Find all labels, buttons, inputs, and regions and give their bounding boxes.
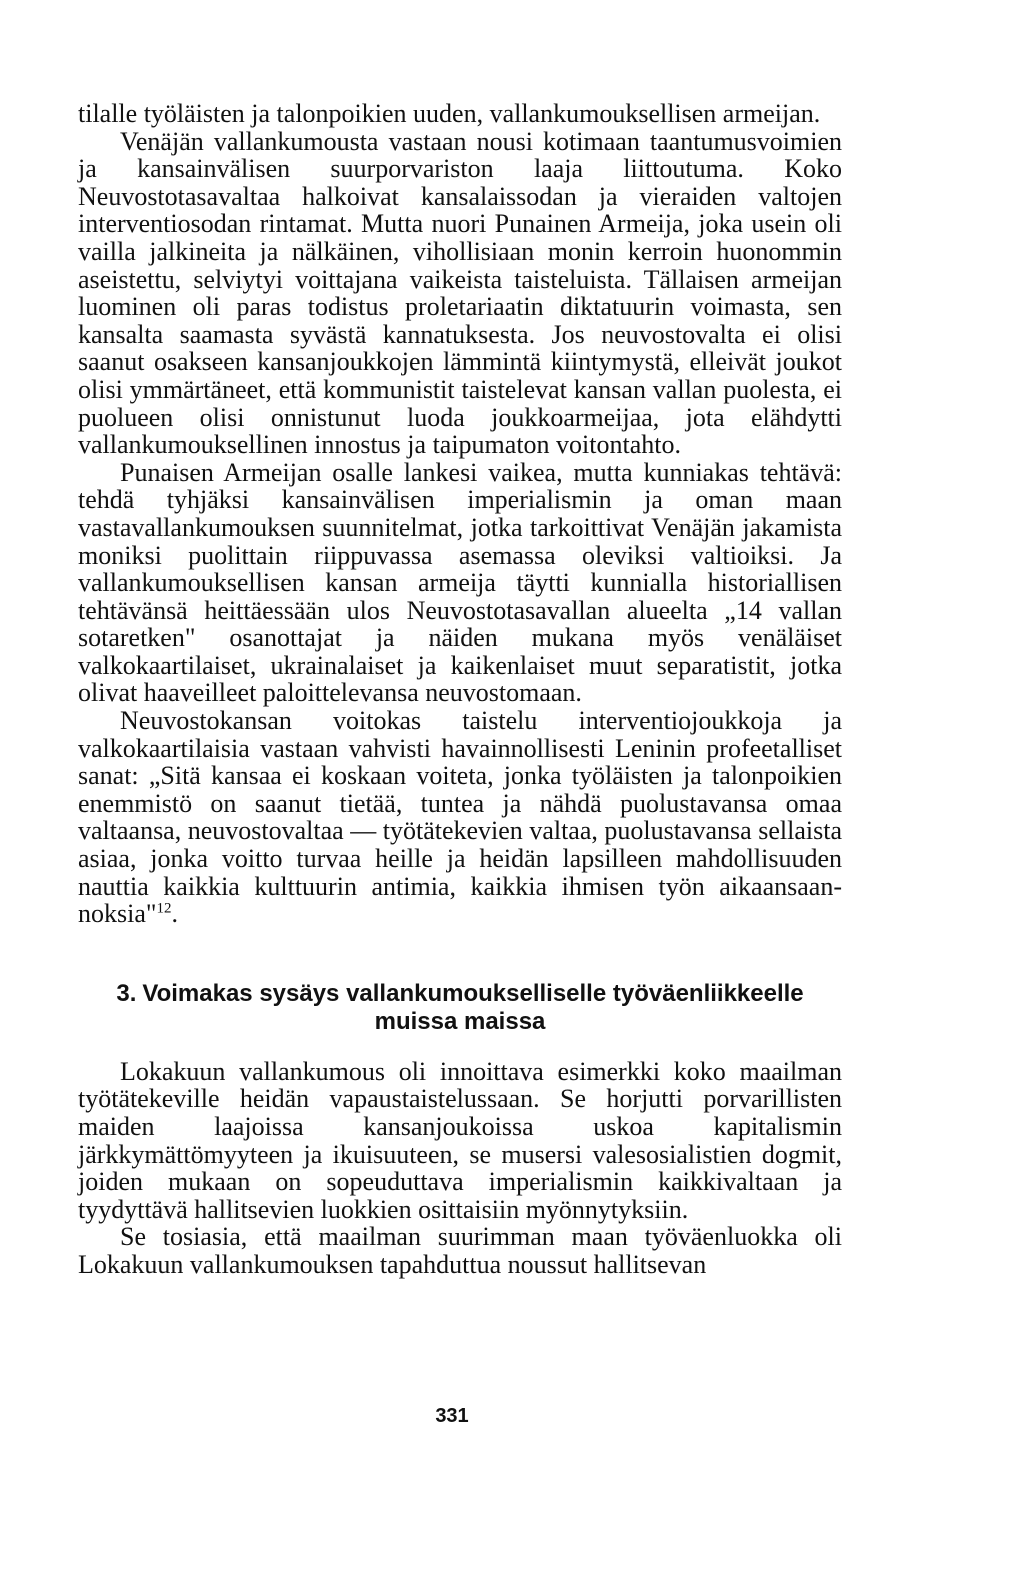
paragraph-counterrevolution: Venäjän vallankumousta vastaan nousi kotimaan taantumusvoimien ja kansainvälisen suurporvariston laaja liittoutuma. Koko Neuvostotasavaltaa halkoivat kansalaissodan ja vieraiden valtojen interventiosodan rintamat. Mutta nuori Punainen Armeija, joka usein oli vailla jalkineita ja nälkäinen, vihollisiaan monin kerroin huonommin aseistettu, selviytyi voittajana vaikeista taisteluista. Tällaisen armeijan luominen oli paras todistus proletariaatin diktatuurin voimasta, sen kansalta saamasta syvästä kannatuksesta. Jos neuvostovalta ei olisi saanut osakseen kansanjoukkojen lämmintä kiintymystä, elleivät joukot olisi ymmärtäneet, että kommunistit taistelevat kansan vallan puolesta, ei puolueen olisi onnistunut luoda joukkoarmeijaa, jota elähdytti vallankumouksellinen innostus ja taipumaton voitontahto. [78,126,842,460]
page-number: 331 [435,1405,469,1427]
footnote-ref: 12 [156,900,172,917]
quote-end: . [171,899,178,929]
section-number: 3. [116,979,137,1007]
page-body [78,100,842,1279]
paragraph-red-army-task: Punaisen Armeijan osalle lankesi vaikea, mutta kunniakas tehtävä: tehdä tyhjäksi kansainvälisen imperialismin ja oman maan vastavallankumouksen suunnitelmat, jotka tarkoittivat Venäjän jakamista moniksi puolittain riippuvassa asemassa oleviksi valtioiksi. Ja vallankumouksellisen kansan armeija täytti kunnialla historiallisen tehtävänsä heittäessään ulos Neuvostotasavallan alueelta „14 vallan sotaretken" osanottajat ja näiden mukana myös venäläiset valkokaartilaiset, ukrainalaiset ja kaikenlaiset muut separatistit, jotka olivat haaveilleet paloittelevansa neuvostomaan. [78,457,842,708]
paragraph-october-example: Lokakuun vallankumous oli innoittava esimerkki koko maailman työtätekeville heidän vapaustaistelussaan. Se horjutti porvarillisten maiden laajoissa kansanjoukoissa uskoa kapitalismin järkkymättömyyteen ja ikuisuuteen, se musersi valesosialistien dogmit, joiden mukaan on sopeuduttava imperialismin kaikkivaltaan ja tyydyttävä hallitsevien luokkien osittaisiin myönnytyksiin. [78,1056,842,1224]
section-title: Voimakas sysäys vallankumoukselliselle työväenliikkeelle muissa maissa [142,979,804,1035]
quote-text: Neuvostokansan voitokas taistelu interventiojoukkoja ja valkokaartilaisia vastaan vahvisti havainnollisesti Leninin profeetalliset sanat: „Sitä kansaa ei koskaan voiteta, jonka työläisten ja talonpoikien enemmistö on saanut tietää, tuntea ja nähdä puolustavansa omaa valtaansa, neuvostovaltaa — työtätekevien valtaa, puolustavansa sellaista asiaa, jonka voitto turvaa heille ja heidän lapsilleen mahdollisuuden nauttia kaikkia kulttuurin antimia, kaikkia ihmisen työn aikaansaannoksia" [78,706,842,929]
paragraph-lenin-quote [78,707,842,928]
section-heading [78,980,842,1036]
paragraph-working-class: Se tosiasia, että maailman suurimman maan työväenluokka oli Lokakuun vallankumouksen tapahduttua noussut hallitsevan [78,1222,842,1279]
paragraph-continuation: tilalle työläisten ja talonpoikien uuden, vallankumouksellisen armeijan. [78,99,821,128]
